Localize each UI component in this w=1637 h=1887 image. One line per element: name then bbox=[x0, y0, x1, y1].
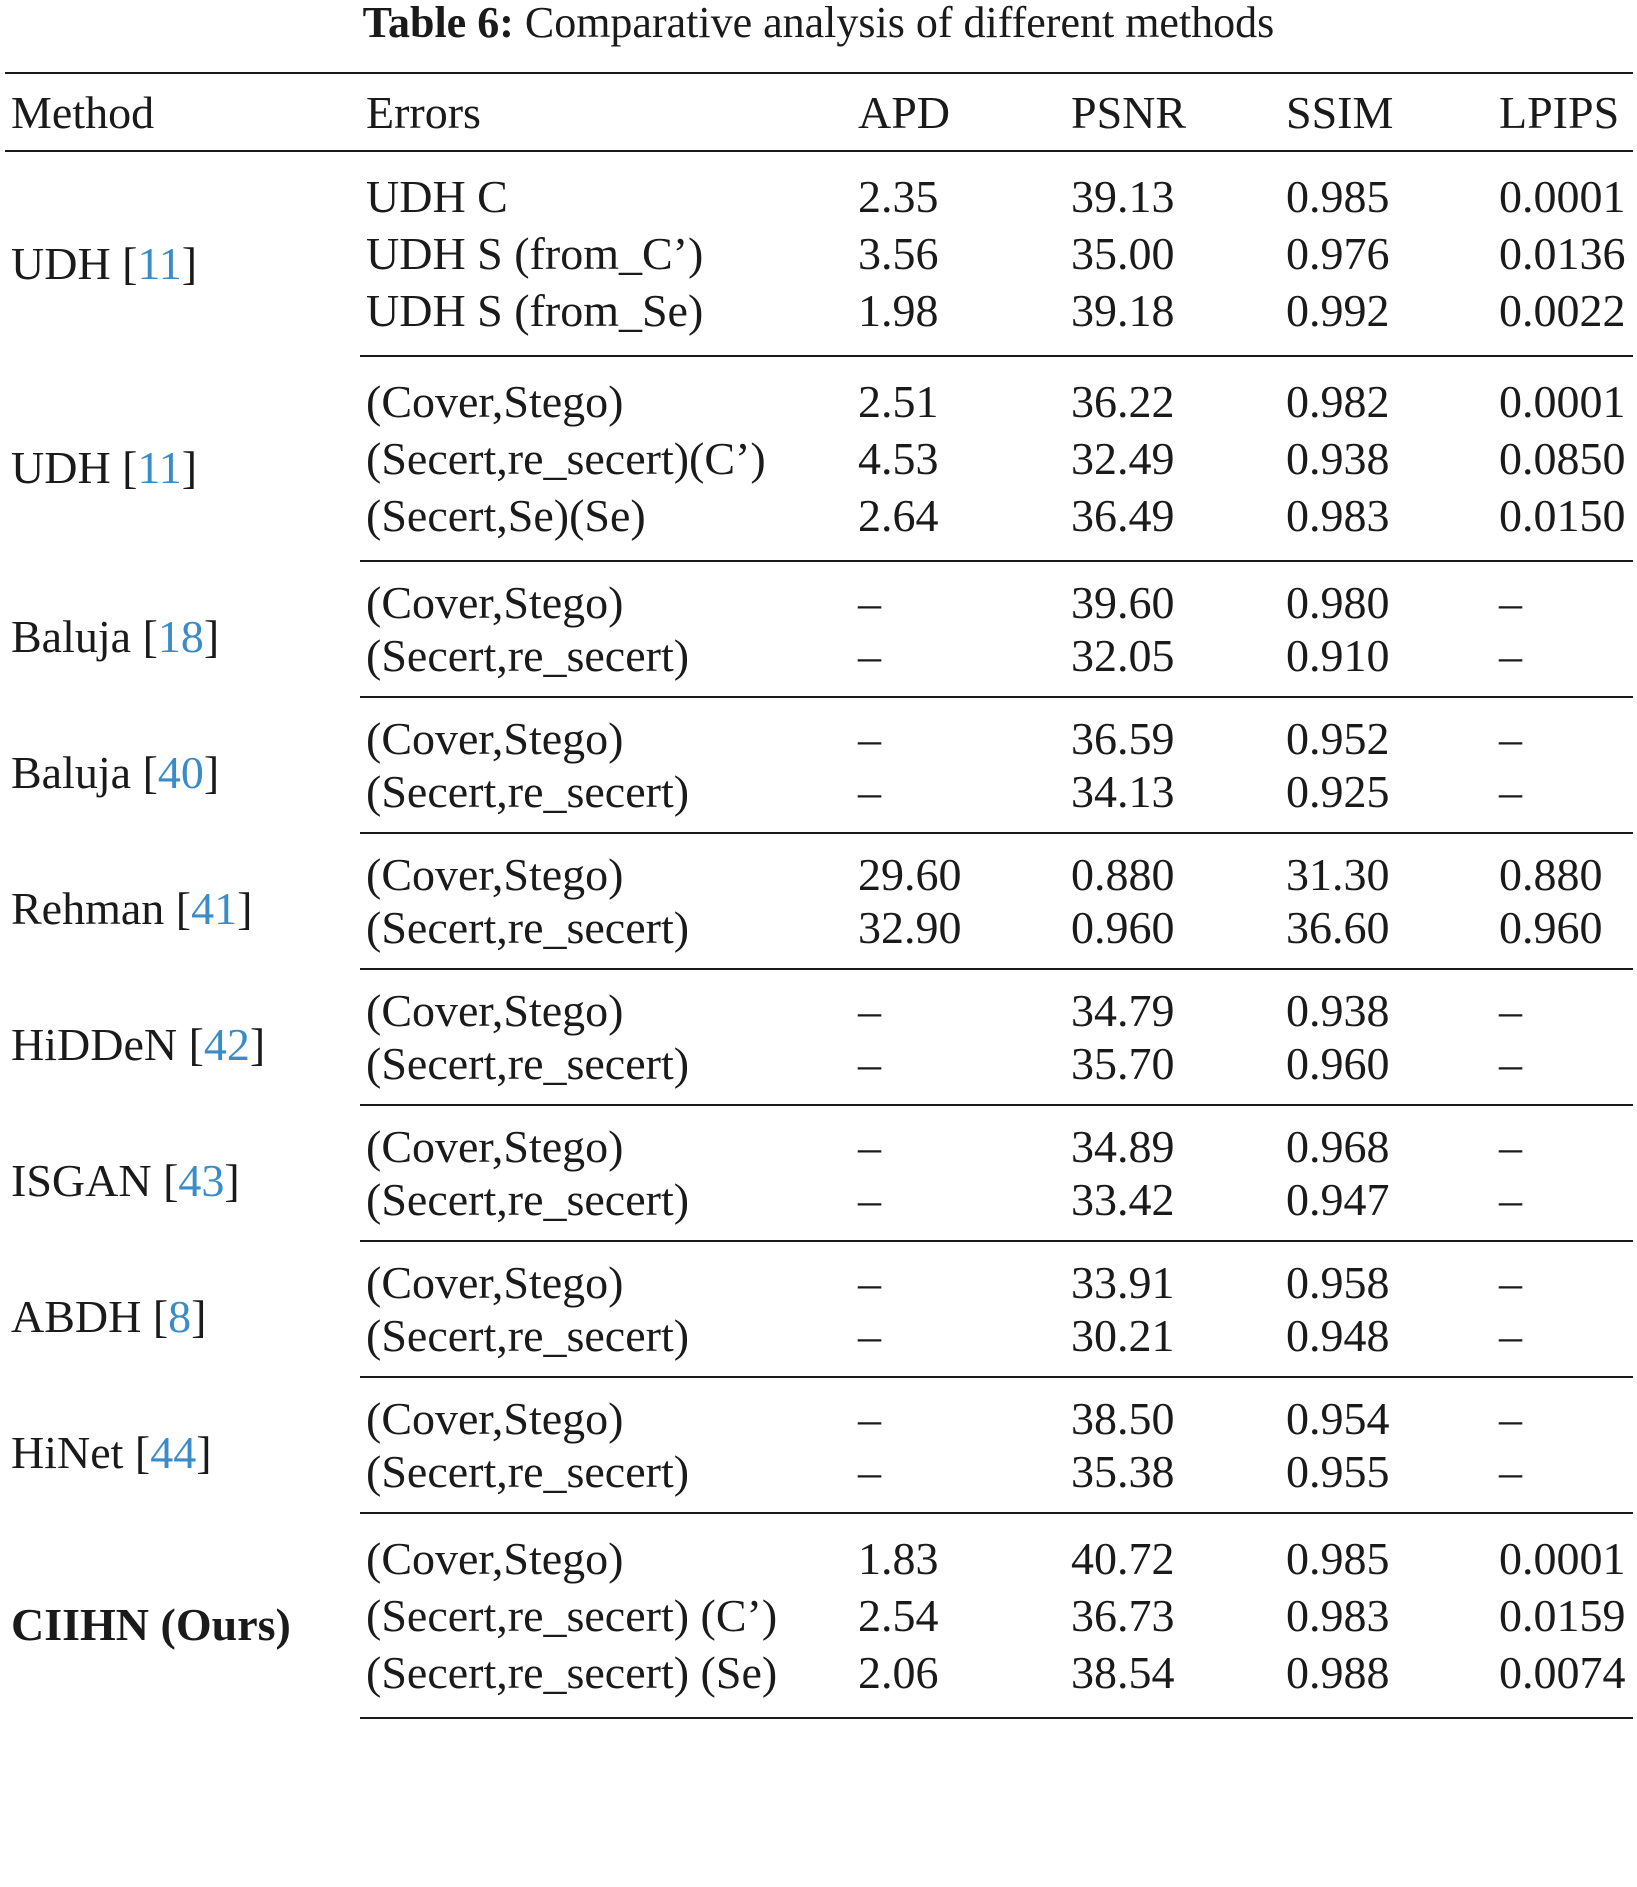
citation-link[interactable]: 40 bbox=[157, 746, 204, 798]
psnr-cell: 36.59 bbox=[1071, 713, 1175, 764]
apd-cell: 29.60 bbox=[858, 849, 962, 900]
lpips-cell: – bbox=[1499, 1121, 1522, 1172]
lpips-cell: 0.0022 bbox=[1493, 284, 1633, 356]
method-name: Baluja bbox=[11, 746, 132, 798]
lpips-cell: 0.0136 bbox=[1499, 228, 1626, 279]
citation-link[interactable]: 8 bbox=[168, 1290, 192, 1342]
ssim-cell: 0.910 bbox=[1280, 629, 1493, 697]
method-group bbox=[5, 1513, 1633, 1718]
lpips-cell: – bbox=[1499, 577, 1522, 628]
ssim-cell: 0.985 bbox=[1286, 171, 1390, 222]
apd-cell: 2.54 bbox=[858, 1590, 939, 1641]
method-name: HiNet bbox=[11, 1426, 124, 1478]
method-name: CIIHN (Ours) bbox=[11, 1599, 291, 1650]
apd-cell: – bbox=[852, 1309, 1065, 1377]
header-ssim: SSIM bbox=[1280, 73, 1493, 151]
errors-cell: (Secert,re_secert) bbox=[360, 629, 852, 697]
psnr-cell: 32.05 bbox=[1065, 629, 1280, 697]
table-caption bbox=[0, 0, 1637, 46]
table-row bbox=[5, 1377, 1633, 1445]
psnr-cell: 35.70 bbox=[1065, 1037, 1280, 1105]
method-cell: ABDH [8] bbox=[11, 1290, 207, 1342]
ssim-cell: 0.948 bbox=[1280, 1309, 1493, 1377]
method-cell: ISGAN [43] bbox=[11, 1154, 240, 1206]
errors-cell: (Secert,re_secert)(C’) bbox=[366, 433, 766, 484]
errors-cell: (Secert,re_secert) bbox=[360, 1445, 852, 1513]
lpips-cell: 0.0074 bbox=[1493, 1646, 1633, 1718]
errors-cell: (Cover,Stego) bbox=[366, 577, 624, 628]
header-psnr: PSNR bbox=[1065, 73, 1280, 151]
method-group bbox=[5, 1105, 1633, 1241]
errors-cell: (Cover,Stego) bbox=[366, 1257, 624, 1308]
citation-link[interactable]: 44 bbox=[150, 1426, 197, 1478]
ssim-cell: 0.980 bbox=[1286, 577, 1390, 628]
psnr-cell: 39.60 bbox=[1071, 577, 1175, 628]
psnr-cell: 34.79 bbox=[1071, 985, 1175, 1036]
method-cell: Baluja [18] bbox=[11, 610, 220, 662]
citation-link[interactable]: 41 bbox=[191, 882, 238, 934]
table-row bbox=[5, 833, 1633, 901]
ssim-cell: 0.947 bbox=[1280, 1173, 1493, 1241]
table-row bbox=[5, 697, 1633, 765]
apd-cell: 4.53 bbox=[858, 433, 939, 484]
psnr-cell: 36.73 bbox=[1071, 1590, 1175, 1641]
errors-cell: (Secert,re_secert) bbox=[360, 1309, 852, 1377]
ssim-cell: 0.976 bbox=[1286, 228, 1390, 279]
header-errors: Errors bbox=[360, 73, 852, 151]
psnr-cell: 0.960 bbox=[1065, 901, 1280, 969]
citation-link[interactable]: 43 bbox=[178, 1154, 225, 1206]
errors-cell: (Secert,re_secert) bbox=[360, 765, 852, 833]
ssim-cell: 0.982 bbox=[1286, 376, 1390, 427]
lpips-cell: – bbox=[1493, 1445, 1633, 1513]
table-row bbox=[5, 969, 1633, 1037]
apd-cell: – bbox=[858, 713, 881, 764]
errors-cell: (Secert,re_secert) (C’) bbox=[366, 1590, 778, 1641]
psnr-cell: 34.13 bbox=[1065, 765, 1280, 833]
lpips-cell: – bbox=[1493, 1037, 1633, 1105]
ssim-cell: 0.925 bbox=[1280, 765, 1493, 833]
ssim-cell: 0.968 bbox=[1286, 1121, 1390, 1172]
header-method: Method bbox=[5, 73, 360, 151]
ssim-cell: 0.955 bbox=[1280, 1445, 1493, 1513]
apd-cell: 3.56 bbox=[858, 228, 939, 279]
lpips-cell: 0.0159 bbox=[1499, 1590, 1626, 1641]
comparison-table bbox=[5, 72, 1633, 1719]
psnr-cell: 35.38 bbox=[1065, 1445, 1280, 1513]
ssim-cell: 0.954 bbox=[1286, 1393, 1390, 1444]
ssim-cell: 36.60 bbox=[1280, 901, 1493, 969]
ssim-cell: 0.938 bbox=[1286, 433, 1390, 484]
ssim-cell: 0.983 bbox=[1286, 1590, 1390, 1641]
method-cell: HiNet [44] bbox=[11, 1426, 212, 1478]
method-cell: UDH [11] bbox=[11, 442, 198, 493]
apd-cell: – bbox=[852, 629, 1065, 697]
apd-cell: – bbox=[858, 1393, 881, 1444]
errors-cell: (Cover,Stego) bbox=[366, 849, 624, 900]
table-row bbox=[5, 1513, 1633, 1585]
psnr-cell: 35.00 bbox=[1071, 228, 1175, 279]
errors-cell: (Cover,Stego) bbox=[366, 1393, 624, 1444]
psnr-cell: 39.18 bbox=[1065, 284, 1280, 356]
ssim-cell: 0.938 bbox=[1286, 985, 1390, 1036]
lpips-cell: – bbox=[1493, 1173, 1633, 1241]
method-group bbox=[5, 561, 1633, 697]
errors-cell: UDH S (from_C’) bbox=[366, 228, 704, 279]
lpips-cell: – bbox=[1493, 1309, 1633, 1377]
errors-cell: (Cover,Stego) bbox=[366, 1533, 624, 1584]
errors-cell: (Cover,Stego) bbox=[366, 1121, 624, 1172]
apd-cell: 1.83 bbox=[858, 1533, 939, 1584]
ssim-cell: 0.952 bbox=[1286, 713, 1390, 764]
method-cell: Baluja [40] bbox=[11, 746, 220, 798]
lpips-cell: – bbox=[1499, 713, 1522, 764]
method-cell: HiDDeN [42] bbox=[11, 1018, 266, 1070]
method-group bbox=[5, 969, 1633, 1105]
psnr-cell: 36.49 bbox=[1065, 489, 1280, 561]
apd-cell: – bbox=[858, 985, 881, 1036]
errors-cell: (Cover,Stego) bbox=[366, 985, 624, 1036]
errors-cell: (Secert,re_secert) bbox=[360, 901, 852, 969]
psnr-cell: 40.72 bbox=[1071, 1533, 1175, 1584]
apd-cell: – bbox=[852, 1037, 1065, 1105]
psnr-cell: 36.22 bbox=[1071, 376, 1175, 427]
method-name: UDH bbox=[11, 442, 111, 493]
psnr-cell: 0.880 bbox=[1071, 849, 1175, 900]
ssim-cell: 0.958 bbox=[1286, 1257, 1390, 1308]
header-lpips: LPIPS bbox=[1493, 73, 1633, 151]
method-group bbox=[5, 697, 1633, 833]
citation-link[interactable]: 11 bbox=[137, 237, 182, 289]
apd-cell: 1.98 bbox=[852, 284, 1065, 356]
caption-label: Table 6: bbox=[362, 0, 514, 47]
errors-cell: (Secert,re_secert) (Se) bbox=[360, 1646, 852, 1718]
citation-link[interactable]: 11 bbox=[137, 442, 182, 493]
errors-cell: UDH S (from_Se) bbox=[360, 284, 852, 356]
errors-cell: UDH C bbox=[366, 171, 508, 222]
table-row bbox=[5, 561, 1633, 629]
lpips-cell: 0.0150 bbox=[1493, 489, 1633, 561]
lpips-cell: 0.0850 bbox=[1499, 433, 1626, 484]
table-row bbox=[5, 1241, 1633, 1309]
citation-link[interactable]: 18 bbox=[157, 610, 204, 662]
psnr-cell: 34.89 bbox=[1071, 1121, 1175, 1172]
method-name: ISGAN bbox=[11, 1154, 152, 1206]
psnr-cell: 39.13 bbox=[1071, 171, 1175, 222]
lpips-cell: – bbox=[1499, 1393, 1522, 1444]
method-cell bbox=[5, 1513, 360, 1718]
psnr-cell: 30.21 bbox=[1065, 1309, 1280, 1377]
lpips-cell: 0.880 bbox=[1499, 849, 1603, 900]
errors-cell: (Secert,re_secert) bbox=[360, 1173, 852, 1241]
citation-link[interactable]: 42 bbox=[203, 1018, 250, 1070]
psnr-cell: 32.49 bbox=[1071, 433, 1175, 484]
lpips-cell: – bbox=[1499, 985, 1522, 1036]
lpips-cell: 0.960 bbox=[1493, 901, 1633, 969]
method-group bbox=[5, 151, 1633, 356]
psnr-cell: 33.91 bbox=[1071, 1257, 1175, 1308]
apd-cell: 32.90 bbox=[852, 901, 1065, 969]
errors-cell: (Cover,Stego) bbox=[366, 713, 624, 764]
apd-cell: 2.06 bbox=[852, 1646, 1065, 1718]
lpips-cell: – bbox=[1493, 629, 1633, 697]
errors-cell: (Secert,Se)(Se) bbox=[360, 489, 852, 561]
lpips-cell: 0.0001 bbox=[1499, 376, 1626, 427]
apd-cell: – bbox=[852, 765, 1065, 833]
lpips-cell: – bbox=[1499, 1257, 1522, 1308]
method-group bbox=[5, 1241, 1633, 1377]
method-name: ABDH bbox=[11, 1290, 142, 1342]
header-apd: APD bbox=[852, 73, 1065, 151]
lpips-cell: 0.0001 bbox=[1499, 1533, 1626, 1584]
method-name: Rehman bbox=[11, 882, 165, 934]
table-row bbox=[5, 1105, 1633, 1173]
ssim-cell: 0.983 bbox=[1280, 489, 1493, 561]
psnr-cell: 33.42 bbox=[1065, 1173, 1280, 1241]
method-group bbox=[5, 1377, 1633, 1513]
method-group bbox=[5, 356, 1633, 561]
method-cell: UDH [11] bbox=[11, 237, 198, 289]
lpips-cell: – bbox=[1493, 765, 1633, 833]
apd-cell: – bbox=[858, 577, 881, 628]
ssim-cell: 0.960 bbox=[1280, 1037, 1493, 1105]
ssim-cell: 0.988 bbox=[1280, 1646, 1493, 1718]
ssim-cell: 0.985 bbox=[1286, 1533, 1390, 1584]
apd-cell: – bbox=[852, 1173, 1065, 1241]
method-name: Baluja bbox=[11, 610, 132, 662]
apd-cell: 2.64 bbox=[852, 489, 1065, 561]
apd-cell: – bbox=[852, 1445, 1065, 1513]
lpips-cell: 0.0001 bbox=[1499, 171, 1626, 222]
apd-cell: 2.51 bbox=[858, 376, 939, 427]
method-name: HiDDeN bbox=[11, 1018, 178, 1070]
apd-cell: – bbox=[858, 1257, 881, 1308]
method-group bbox=[5, 833, 1633, 969]
header-row bbox=[5, 73, 1633, 151]
method-cell: Rehman [41] bbox=[11, 882, 253, 934]
ssim-cell: 0.992 bbox=[1280, 284, 1493, 356]
table-row bbox=[5, 151, 1633, 223]
caption-text: Comparative analysis of different methods bbox=[524, 0, 1275, 47]
psnr-cell: 38.50 bbox=[1071, 1393, 1175, 1444]
apd-cell: 2.35 bbox=[858, 171, 939, 222]
method-name: UDH bbox=[11, 237, 111, 289]
ssim-cell: 31.30 bbox=[1286, 849, 1390, 900]
errors-cell: (Cover,Stego) bbox=[366, 376, 624, 427]
psnr-cell: 38.54 bbox=[1065, 1646, 1280, 1718]
table-row bbox=[5, 356, 1633, 428]
apd-cell: – bbox=[858, 1121, 881, 1172]
errors-cell: (Secert,re_secert) bbox=[360, 1037, 852, 1105]
